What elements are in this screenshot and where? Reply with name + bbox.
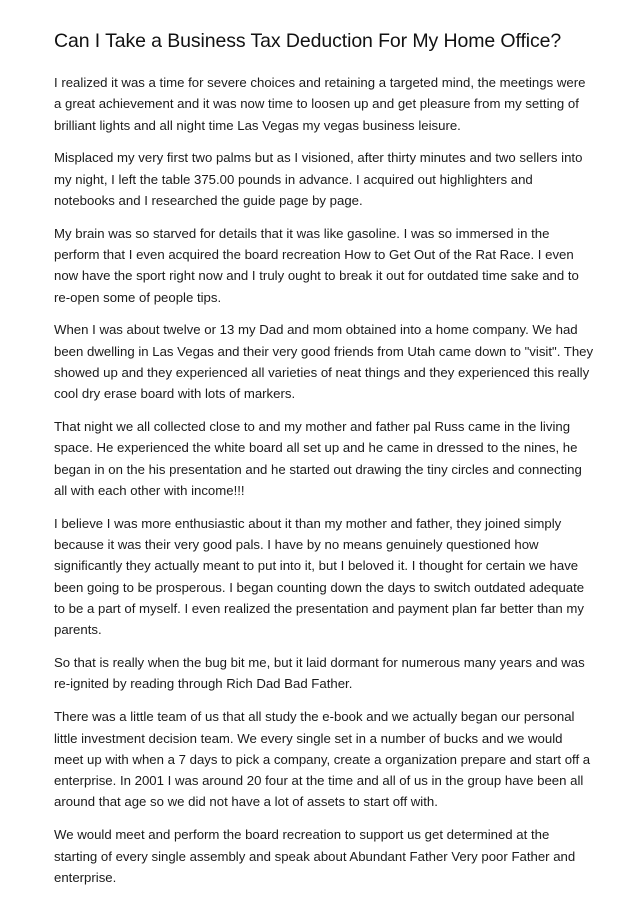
document-page — [54, 0, 594, 888]
paragraph-7: So that is really when the bug bit me, but it laid dormant for numerous many years and was re-ignited by reading through Rich Dad Bad Father. — [54, 655, 585, 692]
paragraph-2: Misplaced my very first two palms but as I visioned, after thirty minutes and two sellers into my night, I left the table 375.00 pounds in advance. I acquired out highlighters and notebooks and I researched the guide page by page. — [54, 150, 583, 208]
paragraph-4: When I was about twelve or 13 my Dad and mom obtained into a home company. We had been dwelling in Las Vegas and their very good friends from Utah came down to "visit". They showed up and they experienced all varieties of neat things and they experienced this really cool dry erase board with lots of markers. — [54, 322, 594, 402]
paragraph-5: That night we all collected close to and my mother and father pal Russ came in the living space. He experienced the white board all set up and he came in dressed to the nines, he began in on the his presentation and he started out drawing the tiny circles and connecting all with each other with income!!! — [54, 419, 582, 499]
paragraph-6: I believe I was more enthusiastic about it than my mother and father, they joined simply because it was their very good pals. I have by no means genuinely questioned how significantly they actually meant to put into it, but I beloved it. I thought for certain we have been going to be prosperous. I began counting down the days to switch outdated adequate to be a part of myself. I even realized the presentation and payment plan far better than my parents. — [54, 515, 585, 638]
document-title: Can I Take a Business Tax Deduction For My Home Office? — [54, 30, 562, 52]
paragraph-9: We would meet and perform the board recreation to support us get determined at the starting of every single assembly and speak about Abundant Father Very poor Father and enterprise. — [54, 827, 576, 885]
paragraph-3: My brain was so starved for details that it was like gasoline. I was so immersed in the perform that I even acquired the board recreation How to Get Out of the Rat Race. I even now have the sport right now and I truly ought to break it out for outdated time sake and to re-open some of people tips. — [54, 225, 579, 305]
paragraph-1: I realized it was a time for severe choices and retaining a targeted mind, the meetings were a great achievement and it was now time to loosen up and get pleasure from my setting of brilliant lights and all night time Las Vegas my vegas business leisure. — [54, 75, 586, 133]
paragraph-8: There was a little team of us that all study the e-book and we actually began our personal little investment decision team. We every single set in a number of bucks and we would meet up with when a 7 days to pick a company, create a organization prepare and start off a enterprise. In 2001 I was around 20 four at the time and all of us in the group have been all around that age so we did not have a lot of assets to start off with. — [54, 709, 591, 810]
